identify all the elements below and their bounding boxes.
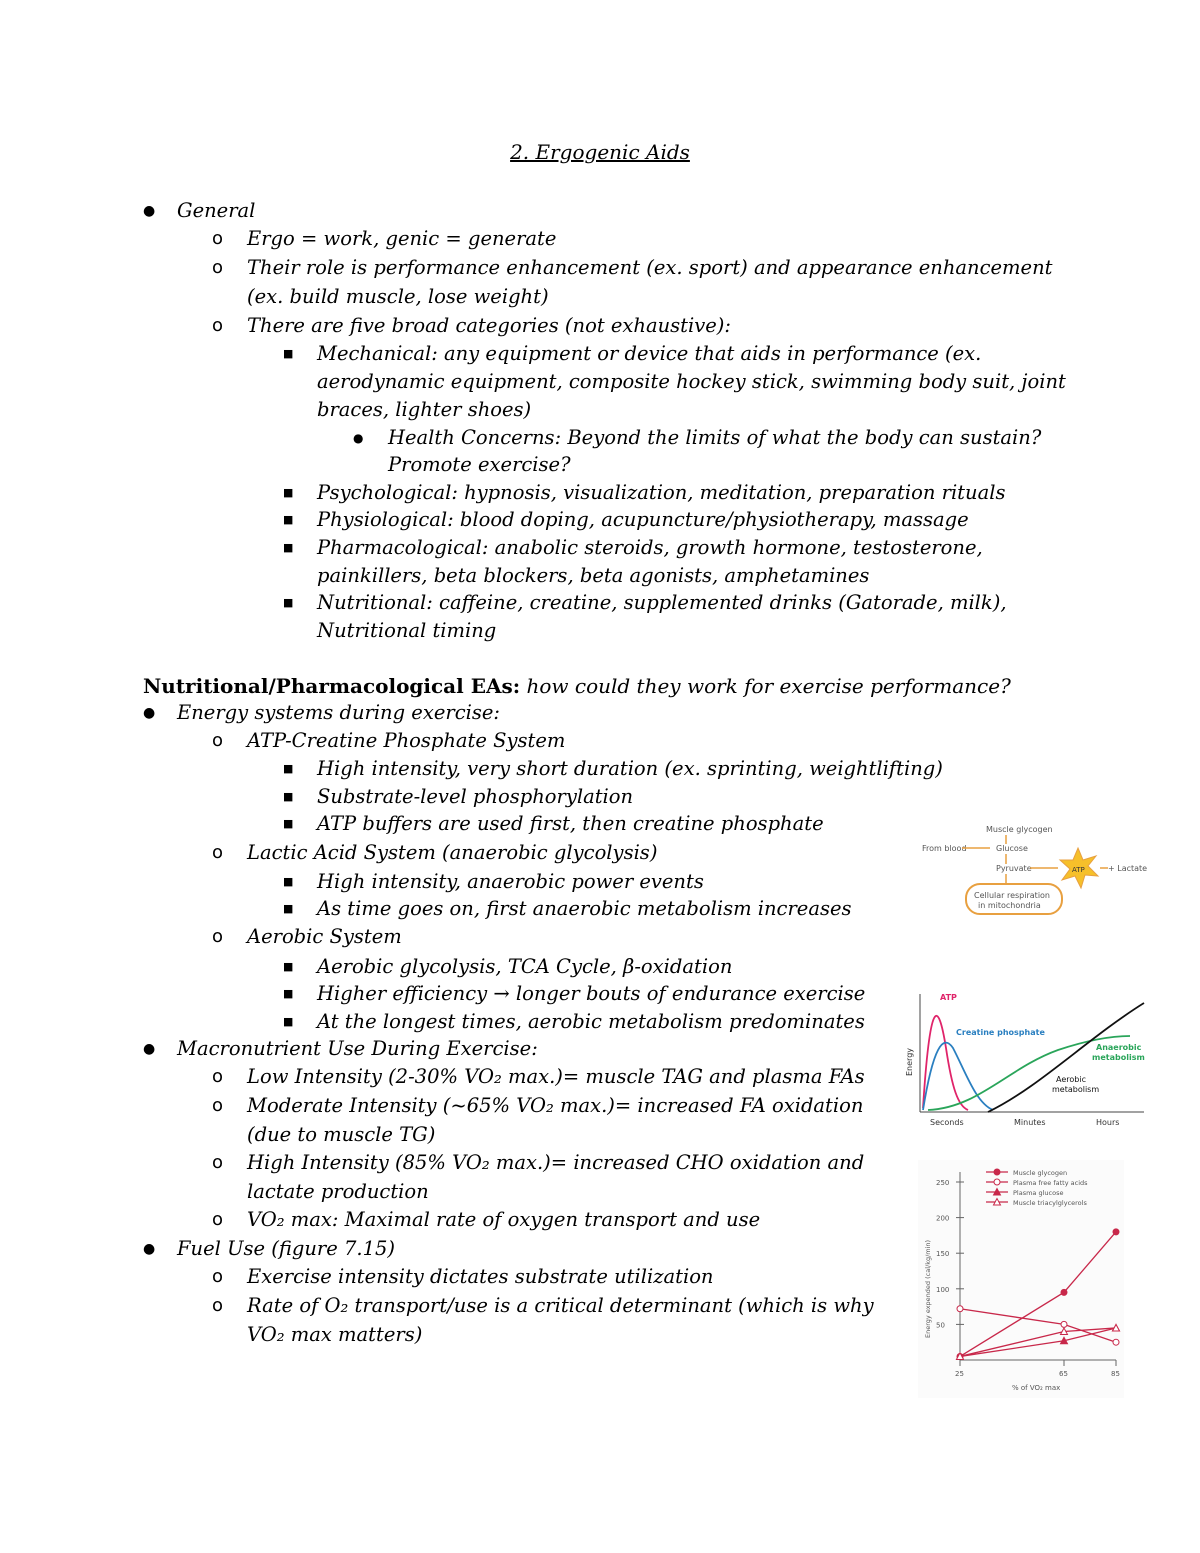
bullet-icon: o xyxy=(212,257,224,278)
y-tick-label: 100 xyxy=(936,1285,950,1294)
bullet-icon: ■ xyxy=(283,960,294,973)
bullet-icon: ■ xyxy=(283,486,294,499)
list-item: As time goes on, first anaerobic metabolism increases xyxy=(317,897,852,920)
bullet-icon: o xyxy=(212,228,224,249)
legend-label: Plasma free fatty acids xyxy=(1013,1179,1088,1187)
list-item: Their role is performance enhancement (ex. sport) and appearance enhancement xyxy=(247,256,1053,279)
list-item: There are five broad categories (not exhaustive): xyxy=(247,314,731,337)
y-tick-label: 250 xyxy=(936,1179,950,1187)
energy-systems-figure xyxy=(898,988,1146,1130)
x-tick-label: 65 xyxy=(1059,1370,1068,1378)
bullet-icon: o xyxy=(212,1209,224,1230)
section-heading-italic: how could they work for exercise performance? xyxy=(520,674,1011,698)
fuel-use-chart xyxy=(918,1160,1124,1398)
list-item: Low Intensity (2-30% VO₂ max.)= muscle TAG and plasma FAs xyxy=(247,1065,865,1088)
list-item: Energy systems during exercise: xyxy=(177,701,500,724)
chart-label: Aerobic xyxy=(1056,1075,1086,1084)
x-axis-label: Seconds xyxy=(930,1118,964,1127)
x-axis-label: % of VO₂ max xyxy=(1012,1384,1061,1392)
list-item: aerodynamic equipment, composite hockey stick, swimming body suit, joint xyxy=(317,370,1066,393)
diagram-label: Glucose xyxy=(996,844,1028,853)
bullet-icon: o xyxy=(212,1066,224,1087)
bullet-icon: o xyxy=(212,1266,224,1287)
data-point xyxy=(1113,1229,1119,1235)
list-item: Physiological: blood doping, acupuncture/physiotherapy, massage xyxy=(317,508,969,531)
list-item: High intensity, very short duration (ex. sprinting, weightlifting) xyxy=(317,757,943,780)
chart-label: Anaerobic xyxy=(1096,1043,1142,1052)
chart-label: ATP xyxy=(940,993,957,1002)
diagram-label: Cellular respiration xyxy=(974,891,1050,900)
general-label: General xyxy=(177,199,256,222)
diagram-label: + Lactate xyxy=(1108,864,1148,873)
bullet-icon: ■ xyxy=(283,762,294,775)
section-heading xyxy=(143,672,1011,700)
legend-label: Plasma glucose xyxy=(1013,1189,1064,1197)
list-item: Nutritional timing xyxy=(317,619,497,642)
list-item: Mechanical: any equipment or device that aids in performance (ex. xyxy=(317,342,982,365)
list-item: Promote exercise? xyxy=(388,453,571,476)
x-axis-label: Minutes xyxy=(1014,1118,1046,1127)
list-item: High Intensity (85% VO₂ max.)= increased CHO oxidation and xyxy=(247,1151,865,1174)
legend-label: Muscle triacylglycerols xyxy=(1013,1199,1087,1207)
page-title: 2. Ergogenic Aids xyxy=(510,140,690,164)
legend-marker xyxy=(994,1169,1000,1175)
list-item: VO₂ max: Maximal rate of oxygen transport and use xyxy=(247,1208,761,1231)
list-item: braces, lighter shoes) xyxy=(317,398,532,421)
diagram-label: Pyruvate xyxy=(996,864,1032,873)
bullet-icon: ● xyxy=(143,1041,156,1057)
list-item: Rate of O₂ transport/use is a critical determinant (which is why xyxy=(247,1294,874,1317)
data-point xyxy=(1061,1289,1067,1295)
list-item: Exercise intensity dictates substrate utilization xyxy=(247,1265,714,1288)
list-item: Pharmacological: anabolic steroids, growth hormone, testosterone, xyxy=(317,536,983,559)
bullet-icon: o xyxy=(212,730,224,751)
x-tick-label: 25 xyxy=(955,1370,964,1378)
bullet-icon: o xyxy=(212,926,224,947)
section-heading-bold: Nutritional/Pharmacological EAs: xyxy=(143,674,521,698)
bullet-icon: ■ xyxy=(283,347,294,360)
glycolysis-diagram xyxy=(918,820,1148,920)
list-item: Higher efficiency → longer bouts of endurance exercise xyxy=(317,982,866,1005)
list-item: Macronutrient Use During Exercise: xyxy=(177,1037,538,1060)
y-axis-label: Energy xyxy=(905,1047,914,1076)
list-item: ATP-Creatine Phosphate System xyxy=(247,729,566,752)
list-item: Nutritional: caffeine, creatine, supplemented drinks (Gatorade, milk), xyxy=(317,591,1007,614)
diagram-label: ATP xyxy=(1072,866,1085,874)
y-axis-label: Energy expended (cal/kg/min) xyxy=(924,1239,932,1338)
list-item: lactate production xyxy=(247,1180,429,1203)
diagram-label: From blood xyxy=(922,844,967,853)
list-item: ATP buffers are used first, then creatine phosphate xyxy=(317,812,824,835)
list-item: High intensity, anaerobic power events xyxy=(317,870,704,893)
diagram-label: Muscle glycogen xyxy=(986,825,1053,834)
legend-label: Muscle glycogen xyxy=(1013,1169,1068,1177)
legend-marker xyxy=(994,1179,1000,1185)
y-tick-label: 50 xyxy=(936,1321,945,1330)
list-item: Aerobic glycolysis, TCA Cycle, β-oxidation xyxy=(317,955,733,978)
bullet-icon: ● xyxy=(143,203,156,219)
data-point xyxy=(1113,1339,1119,1345)
bullet-icon: ■ xyxy=(283,513,294,526)
bullet-icon: ■ xyxy=(283,817,294,830)
bullet-icon: o xyxy=(212,1095,224,1116)
list-item: (due to muscle TG) xyxy=(247,1123,436,1146)
chart-label: metabolism xyxy=(1092,1053,1145,1062)
bullet-icon: o xyxy=(212,842,224,863)
bullet-icon: o xyxy=(212,1152,224,1173)
bullet-icon: ● xyxy=(143,1241,156,1257)
bullet-icon: ■ xyxy=(283,1015,294,1028)
list-item: Health Concerns: Beyond the limits of what the body can sustain? xyxy=(388,426,1042,449)
x-tick-label: 85 xyxy=(1111,1370,1120,1378)
bullet-icon: ■ xyxy=(283,875,294,888)
bullet-icon: ■ xyxy=(283,596,294,609)
bullet-icon: ■ xyxy=(283,902,294,915)
chart-label: Creatine phosphate xyxy=(956,1028,1045,1037)
list-item: At the longest times, aerobic metabolism predominates xyxy=(317,1010,865,1033)
bullet-icon: ● xyxy=(353,431,364,445)
bullet-icon: o xyxy=(212,1295,224,1316)
bullet-icon: ■ xyxy=(283,987,294,1000)
list-item: Ergo = work, genic = generate xyxy=(247,227,557,250)
diagram-label: in mitochondria xyxy=(978,901,1041,910)
list-item: Aerobic System xyxy=(247,925,402,948)
bullet-icon: o xyxy=(212,315,224,336)
list-item: (ex. build muscle, lose weight) xyxy=(247,285,549,308)
bullet-icon: ● xyxy=(143,705,156,721)
list-item: VO₂ max matters) xyxy=(247,1323,423,1346)
x-axis-label: Hours xyxy=(1096,1118,1120,1127)
chart-label: metabolism xyxy=(1052,1085,1100,1094)
bullet-icon: ■ xyxy=(283,790,294,803)
data-point xyxy=(1061,1321,1067,1327)
data-point xyxy=(957,1306,963,1312)
bullet-icon: ■ xyxy=(283,541,294,554)
list-item: Psychological: hypnosis, visualization, meditation, preparation rituals xyxy=(317,481,1006,504)
list-item: Moderate Intensity (~65% VO₂ max.)= increased FA oxidation xyxy=(247,1094,864,1117)
y-tick-label: 150 xyxy=(936,1250,950,1259)
list-item: Lactic Acid System (anaerobic glycolysis) xyxy=(247,841,658,864)
list-item: Substrate-level phosphorylation xyxy=(317,785,634,808)
list-item: painkillers, beta blockers, beta agonists, amphetamines xyxy=(317,564,870,587)
list-item: Fuel Use (figure 7.15) xyxy=(177,1237,395,1260)
y-tick-label: 200 xyxy=(936,1214,950,1223)
